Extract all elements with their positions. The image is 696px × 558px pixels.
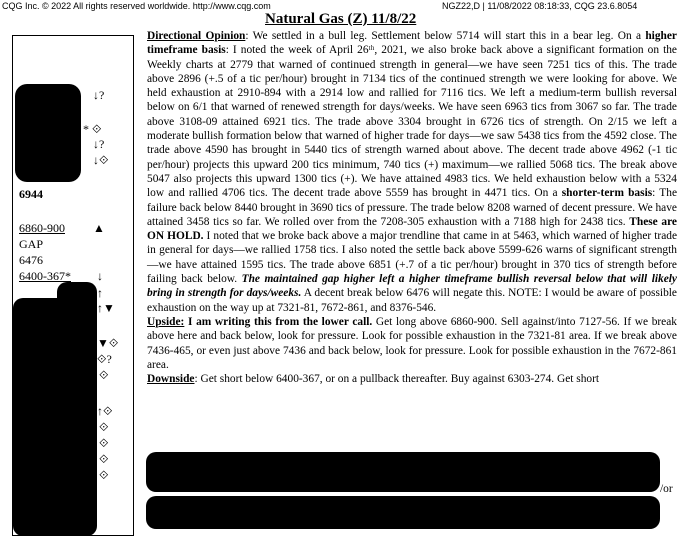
level-7127: 7127-56*: [19, 153, 65, 167]
arrow-marker: ⟐: [99, 436, 109, 450]
level-6400: 6400-367*: [19, 269, 71, 283]
arrow-marker: ↑▼: [97, 301, 115, 315]
arrow-marker: ⟐: [99, 420, 109, 434]
arrow-marker: ↓?: [93, 88, 105, 102]
opinion-text: I noted that we broke back above a major trendline that came in at 5463, which warned of higher trade in general for days—we rallied 1758 tics. I also noted the settle back above 5599-626 warns of significant strength—we have attained 1595 tics. The trade above 6851 (+.7 of a tic per/hour) brought in 370 tics of strength before failing back below.: [147, 230, 677, 286]
redaction-block: [15, 84, 81, 182]
arrow-marker: * ⟐: [83, 122, 102, 136]
level-6476: 6476: [19, 253, 43, 267]
arrow-marker: ↓?: [93, 137, 105, 151]
opinion-emphasis: These are ON HOLD.: [147, 215, 677, 243]
upside-emphasis: I am writing this from the lower call.: [184, 315, 373, 328]
upside-section: [147, 315, 677, 372]
downside-text: : Get short below 6400-367, or on a pullback thereafter. Buy against 6303-274. Get short: [194, 373, 600, 386]
opinion-text: : The failure back below 8440 brought in 3690 tics of pressure. The trade below 8208 warned of decent pressure. We have attained 3458 tics so far. We rolled over from the 7208-305 exhaustion with a 7188 high for 2438 tics.: [147, 187, 678, 228]
downside-heading: Downside: [147, 373, 195, 386]
opinion-heading: Directional Opinion: [147, 30, 246, 42]
redaction-block: [146, 496, 660, 529]
arrow-marker: ⟐: [99, 452, 109, 466]
level-6860: 6860-900: [19, 221, 65, 235]
redaction-block: [146, 452, 660, 492]
opinion-text: A decent break below 6476 will negate this. NOTE: I would be aware of possible exhaustion on the way up at 7321-81, 7672-861, and 8376-546.: [147, 287, 677, 314]
page-title: Natural Gas (Z) 11/8/22: [265, 11, 417, 27]
opinion-emphasis: higher timeframe basis: [147, 30, 677, 57]
arrow-marker: ⟐: [99, 368, 109, 382]
tail-text: /or: [660, 483, 673, 495]
arrow-marker: ↓⟐: [93, 153, 109, 167]
directional-opinion: [147, 29, 677, 315]
copyright-text: CQG Inc. © 2022 All rights reserved worldwide. http://www.cqg.com: [2, 1, 271, 11]
arrow-marker: ↑⟐: [97, 404, 113, 418]
arrow-marker: ▼⟐: [97, 336, 119, 350]
arrow-marker: ⟐: [99, 468, 109, 482]
level-6944: 6944: [19, 187, 43, 201]
level-gap: GAP: [19, 237, 44, 251]
upside-heading: Upside:: [147, 315, 185, 328]
levels-panel: [12, 35, 134, 536]
opinion-text: : We settled in a bull leg. Settlement below 5714 will start this in a bear leg. On a: [245, 30, 646, 42]
triangle-up-icon: ▲: [93, 221, 105, 235]
arrow-marker: ↑: [97, 286, 103, 300]
opinion-text: : I noted the week of April 26ᵗʰ, 2021, we also broke back above a significant formation on the Weekly charts at 2779 that warned of continued strength in general—we have seen 7251 tics of this. The trade above 2896 (+.5 of a tic per/hour) brought in 7134 tics of the continued strength we were looking for above. We held exhaustion at 2910-894 with a 2914 low and rallied for 7116 tics. We left a medium-term bullish reversal below on 6/1 that warned of renewed strength for days/weeks. We have seen 6963 tics from 3067 so far. The trade above 3108-09 attained 6921 tics. The trade above 3304 brought in 6726 tics of strength. On 2/15 we left a moderate bullish formation below that warned of higher trade for days—we saw 5438 tics from the 4592 close. The trade above 4590 has brought in 5440 tics of strength warned about above. The decent trade above 4962 (-1 tic per/hour) projects this upward 200 tics minimum, 740 tics (+) maximum—we rallied 5068 tics. The break above 5047 also projects this upward 1300 tics (+). We have attained 4983 tics. We held exhaustion below with a 5324 low and rallied 4706 tics. The decent trade above 5559 has brought in 4471 tics. On a: [147, 44, 677, 200]
downside-section: [147, 372, 677, 386]
opinion-emphasis: shorter-term basis: [561, 187, 653, 200]
commentary-body: [147, 29, 677, 386]
chart-info: NGZ22,D | 11/08/2022 08:18:33, CQG 23.6.8054: [442, 1, 638, 11]
redaction-block: [13, 298, 69, 536]
opinion-emphasis: The maintained gap higher left a higher timeframe bullish reversal below that will likely bring in strength for days/weeks.: [147, 273, 677, 300]
arrow-marker: ⟐?: [97, 352, 112, 366]
arrow-marker: ↓: [97, 269, 103, 283]
upside-text: Get long above 6860-900. Sell against/into 7127-56. If we break above here and back below, look for pressure. Look for possible exhaustion in the 7321-81 area. If we break above 7436-465, or even just above 7436 and back below, look for pressure. Look for possible exhaustion in the 7672-861 area.: [147, 315, 677, 371]
